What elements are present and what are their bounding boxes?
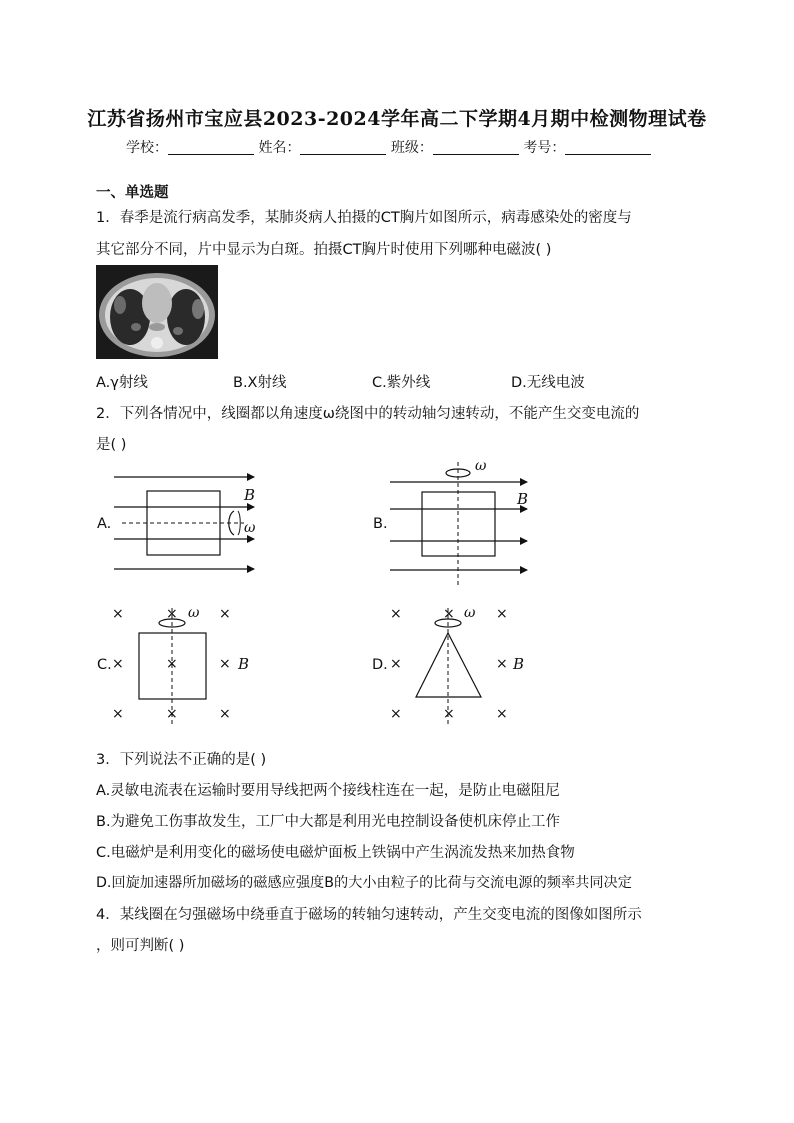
q3-option-a[interactable]: A.灵敏电流表在运输时要用导线把两个接线柱连在一起，是防止电磁阻尼 xyxy=(96,783,560,799)
name-blank[interactable] xyxy=(300,140,386,155)
cross-mark: × xyxy=(112,706,124,722)
name-label: 姓名： xyxy=(258,140,301,156)
cross-mark: × xyxy=(443,606,455,622)
cross-mark: × xyxy=(496,706,508,722)
school-label: 学校： xyxy=(126,140,168,156)
cross-mark: × xyxy=(166,656,178,672)
q2-label-a[interactable]: A. xyxy=(97,516,112,532)
cross-mark: × xyxy=(219,656,231,672)
page-title: 江苏省扬州市宝应县2023-2024学年高二下学期4月期中检测物理试卷 xyxy=(87,108,707,130)
school-blank[interactable] xyxy=(168,140,254,155)
omega-label-d: ω xyxy=(464,605,476,621)
cross-mark: × xyxy=(390,656,402,672)
cross-mark: × xyxy=(496,606,508,622)
omega-label-b: ω xyxy=(475,458,487,474)
q1-stem-line2: 其它部分不同，片中显示为白斑。拍摄CT胸片时使用下列哪种电磁波( ) xyxy=(96,242,552,258)
q1-option-b[interactable]: B.X射线 xyxy=(233,375,287,391)
cross-mark: × xyxy=(112,606,124,622)
cross-mark: × xyxy=(219,706,231,722)
q3-stem: 3．下列说法不正确的是( ) xyxy=(96,752,267,768)
cross-mark: × xyxy=(166,706,178,722)
q2-stem-line1: 2．下列各情况中，线圈都以角速度ω绕图中的转动轴匀速转动，不能产生交变电流的 xyxy=(96,406,640,422)
cross-mark: × xyxy=(390,706,402,722)
q3-option-b[interactable]: B.为避免工伤事故发生，工厂中大都是利用光电控制设备使机床停止工作 xyxy=(96,814,561,830)
q2-figure-c xyxy=(104,604,254,728)
field-b-label-d: B xyxy=(513,655,525,673)
cross-mark: × xyxy=(219,606,231,622)
section-title: 一、单选题 xyxy=(96,185,169,201)
cross-mark: × xyxy=(496,656,508,672)
q4-stem-line2: ，则可判断( ) xyxy=(96,938,185,954)
cross-mark: × xyxy=(112,656,124,672)
omega-label-a: ω xyxy=(244,520,256,536)
q1-option-a[interactable]: A.γ射线 xyxy=(96,375,148,391)
exam-no-label: 考号： xyxy=(523,140,566,156)
q1-option-d[interactable]: D.无线电波 xyxy=(511,375,585,391)
exam-no-blank[interactable] xyxy=(565,140,651,155)
cross-mark: × xyxy=(390,606,402,622)
q2-label-d[interactable]: D. xyxy=(372,657,388,673)
field-b-label-a: B xyxy=(244,486,256,504)
q1-stem-line1: 1．春季是流行病高发季，某肺炎病人拍摄的CT胸片如图所示，病毒感染处的密度与 xyxy=(96,210,632,226)
q3-option-d[interactable]: D.回旋加速器所加磁场的磁感应强度B的大小由粒子的比荷与交流电源的频率共同决定 xyxy=(96,875,632,891)
class-blank[interactable] xyxy=(433,140,519,155)
cross-mark: × xyxy=(443,706,455,722)
omega-label-c: ω xyxy=(188,605,200,621)
field-b-label-b: B xyxy=(517,490,529,508)
q1-option-c[interactable]: C.紫外线 xyxy=(372,375,431,391)
q2-stem-line2: 是( ) xyxy=(96,437,127,453)
q3-option-c[interactable]: C.电磁炉是利用变化的磁场使电磁炉面板上铁锅中产生涡流发热来加热食物 xyxy=(96,845,575,861)
cross-mark: × xyxy=(166,606,178,622)
q2-label-b[interactable]: B. xyxy=(373,516,388,532)
class-label: 班级： xyxy=(390,140,433,156)
ct-chest-image xyxy=(96,265,218,359)
q2-figure-b xyxy=(372,460,542,590)
q4-stem-line1: 4．某线圈在匀强磁场中绕垂直于磁场的转轴匀速转动，产生交变电流的图像如图所示 xyxy=(96,907,642,923)
student-info-line xyxy=(126,137,651,157)
field-b-label-c: B xyxy=(238,655,250,673)
q2-label-c[interactable]: C. xyxy=(97,657,112,673)
